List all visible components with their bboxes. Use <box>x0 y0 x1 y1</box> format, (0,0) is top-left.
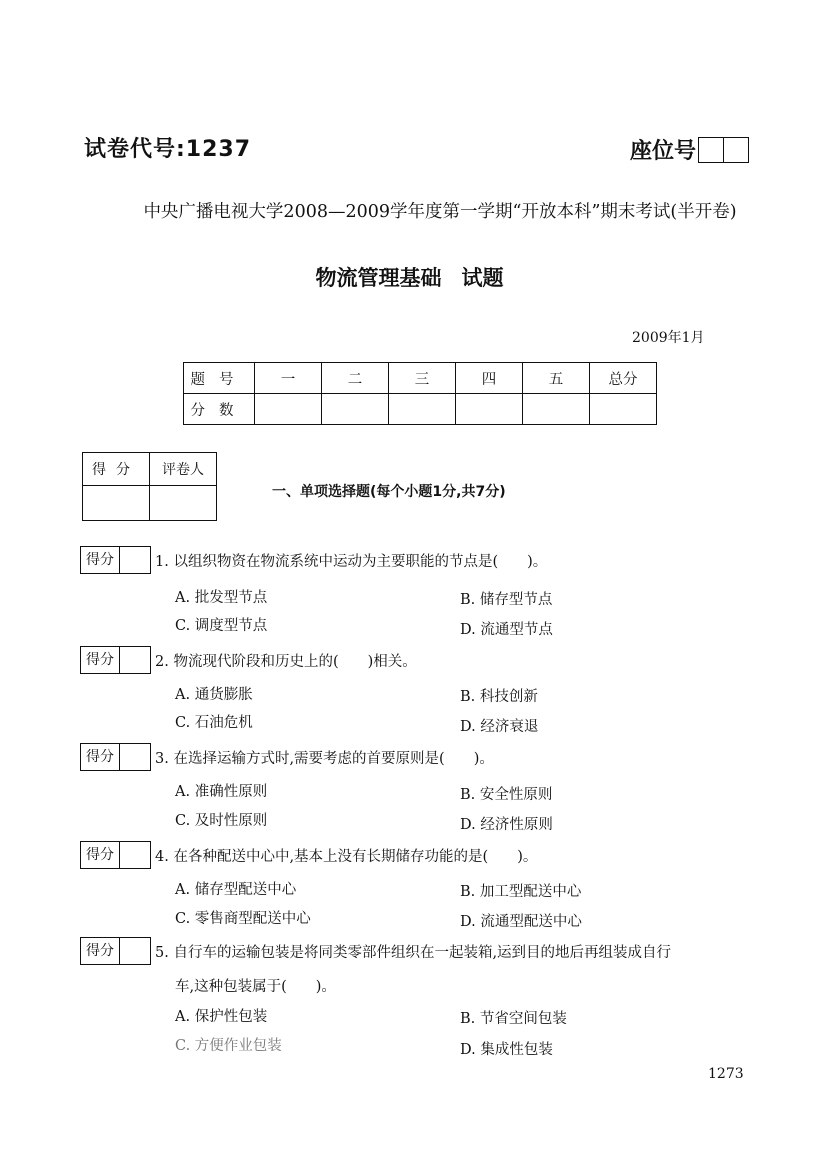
option-b[interactable]: B. 加工型配送中心 <box>460 884 582 900</box>
title-subject: 物流管理基础 <box>315 266 442 290</box>
section-heading: 一、单项选择题(每个小题1分,共7分) <box>272 484 506 500</box>
question-4 <box>80 841 537 869</box>
question-stem: 1. 以组织物资在物流系统中运动为主要职能的节点是( )。 <box>155 553 548 570</box>
option-d[interactable]: D. 流通型配送中心 <box>460 914 582 930</box>
option-c[interactable]: C. 方便作业包装 <box>175 1038 282 1054</box>
score-table-col: 三 <box>389 363 456 394</box>
score-table-col: 五 <box>523 363 590 394</box>
question-score-box[interactable] <box>80 546 151 574</box>
question-2 <box>80 646 417 674</box>
score-box-label: 得分 <box>81 547 120 573</box>
exam-date: 2009年1月 <box>632 330 705 346</box>
option-a[interactable]: A. 批发型节点 <box>175 590 268 606</box>
option-c[interactable]: C. 调度型节点 <box>175 618 268 634</box>
question-5 <box>80 937 671 965</box>
score-table <box>183 362 657 425</box>
grader-label: 评卷人 <box>150 453 217 486</box>
option-a[interactable]: A. 准确性原则 <box>175 784 268 800</box>
score-table-row-label: 题号 <box>184 363 255 394</box>
option-d[interactable]: D. 流通型节点 <box>460 622 553 638</box>
score-cell[interactable] <box>590 394 657 425</box>
option-b[interactable]: B. 储存型节点 <box>460 592 553 608</box>
title-suffix: 试题 <box>461 266 504 290</box>
question-score-box[interactable] <box>80 937 151 965</box>
score-table-header-row <box>184 363 657 394</box>
option-b[interactable]: B. 安全性原则 <box>460 787 553 803</box>
score-table-row-label: 分数 <box>184 394 255 425</box>
question-1 <box>80 546 547 574</box>
option-a[interactable]: A. 储存型配送中心 <box>175 882 297 898</box>
question-stem: 5. 自行车的运输包装是将同类零部件组织在一起装箱,运到目的地后再组装成自行 <box>155 944 672 961</box>
question-stem: 3. 在选择运输方式时,需要考虑的首要原则是( )。 <box>155 750 494 767</box>
score-box-label: 得分 <box>81 744 120 770</box>
option-d[interactable]: D. 集成性包装 <box>460 1042 553 1058</box>
score-table-col: 一 <box>255 363 322 394</box>
score-box-label: 得分 <box>81 647 120 673</box>
page-number: 1273 <box>708 1066 744 1082</box>
score-table-col: 总分 <box>590 363 657 394</box>
seat-label: 座位号 <box>630 139 697 164</box>
option-c[interactable]: C. 及时性原则 <box>175 813 268 829</box>
question-stem-continued: 车,这种包装属于( )。 <box>175 979 336 995</box>
option-b[interactable]: B. 科技创新 <box>460 689 538 705</box>
score-table-value-row <box>184 394 657 425</box>
question-stem: 4. 在各种配送中心中,基本上没有长期储存功能的是( )。 <box>155 848 538 865</box>
grader-name-cell[interactable] <box>150 486 217 521</box>
option-c[interactable]: C. 零售商型配送中心 <box>175 911 311 927</box>
seat-box[interactable] <box>698 137 724 163</box>
question-score-box[interactable] <box>80 743 151 771</box>
seat-number <box>630 134 749 165</box>
seat-box[interactable] <box>724 137 749 163</box>
score-cell[interactable] <box>322 394 389 425</box>
grader-table <box>82 452 217 521</box>
paper-code: 试卷代号:1237 <box>84 137 252 162</box>
question-3 <box>80 743 494 771</box>
score-cell[interactable] <box>456 394 523 425</box>
question-score-box[interactable] <box>80 841 151 869</box>
option-d[interactable]: D. 经济衰退 <box>460 719 539 735</box>
page-title <box>0 262 819 292</box>
score-box-label: 得分 <box>81 842 120 868</box>
option-a[interactable]: A. 保护性包装 <box>175 1009 268 1025</box>
score-table-col: 四 <box>456 363 523 394</box>
university-line: 中央广播电视大学2008—2009学年度第一学期“开放本科”期末考试(半开卷) <box>143 202 737 222</box>
grader-score-label: 得分 <box>83 453 150 486</box>
option-a[interactable]: A. 通货膨胀 <box>175 687 253 703</box>
score-cell[interactable] <box>523 394 590 425</box>
question-stem: 2. 物流现代阶段和历史上的( )相关。 <box>155 653 417 670</box>
score-cell[interactable] <box>255 394 322 425</box>
grader-score-cell[interactable] <box>83 486 150 521</box>
score-table-col: 二 <box>322 363 389 394</box>
question-score-box[interactable] <box>80 646 151 674</box>
option-c[interactable]: C. 石油危机 <box>175 715 253 731</box>
score-cell[interactable] <box>389 394 456 425</box>
option-b[interactable]: B. 节省空间包装 <box>460 1011 567 1027</box>
option-d[interactable]: D. 经济性原则 <box>460 817 553 833</box>
score-box-label: 得分 <box>81 938 120 964</box>
